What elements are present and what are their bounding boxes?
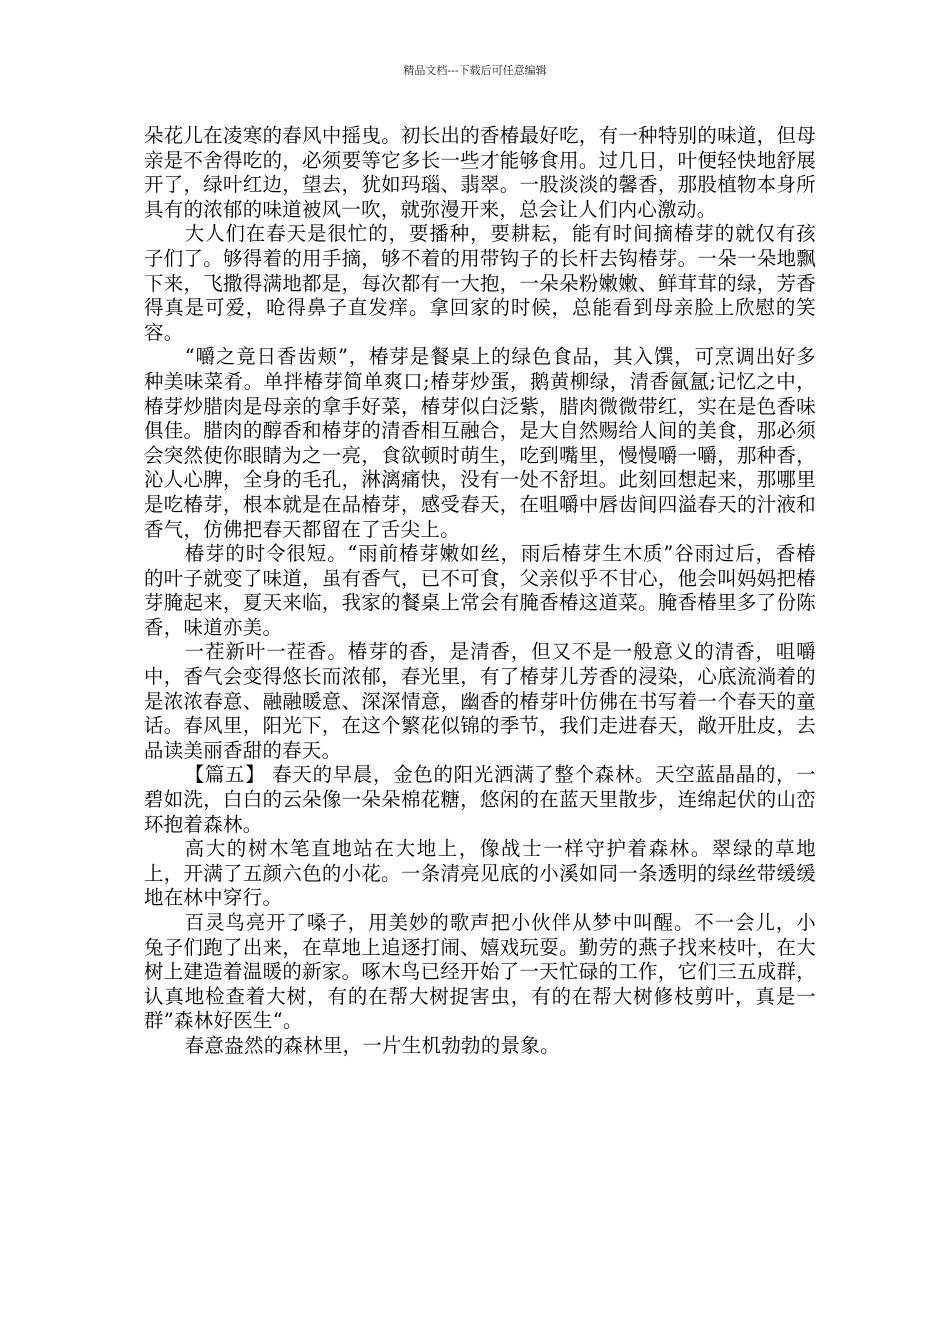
paragraph: 朵花儿在凌寒的春风中摇曳。初长出的香椿最好吃，有一种特别的味道，但母亲是不舍得吃的，必须要等它多长一些才能够食用。过几日，叶便轻快地舒展开了，绿叶红边，望去，犹如玛瑙、翡翠。一股淡淡的馨香，那股植物本身所具有的浓郁的味道被风一吹，就弥漫开来，总会让人们内心激动。	[144, 124, 816, 221]
paragraph: 春意盎然的森林里，一片生机勃勃的景象。	[184, 1033, 560, 1057]
article-body	[144, 124, 816, 1059]
paragraph: 百灵鸟亮开了嗓子，用美妙的歌声把小伙伴从梦中叫醒。不一会儿，小兔子们跑了出来，在草地上追逐打闹、嬉戏玩耍。勤劳的燕子找来枝叶，在大树上建造着温暖的新家。啄木鸟已经开始了一天忙碌的工作，它们三五成群，认真地检查着大树，有的在帮大树捉害虫，有的在帮大树修枝剪叶，真是一群”森林好医生“。	[144, 911, 816, 1033]
paragraph: 高大的树木笔直地站在大地上，像战士一样守护着森林。翠绿的草地上，开满了五颜六色的小花。一条清亮见底的小溪如同一条透明的绿丝带缓缓地在林中穿行。	[144, 837, 816, 910]
paragraph: 【篇五】 春天的早晨，金色的阳光洒满了整个森林。天空蓝晶晶的，一碧如洗，白白的云朵像一朵朵棉花糖，悠闲的在蓝天里散步，连绵起伏的山峦环抱着森林。	[144, 763, 816, 836]
paragraph: 大人们在春天是很忙的，要播种，要耕耘，能有时间摘椿芽的就仅有孩子们了。够得着的用手摘，够不着的用带钩子的长杆去钩椿芽。一朵一朵地飘下来，飞撒得满地都是，每次都有一大抱，一朵朵粉嫩嫩、鲜茸茸的绿，芳香得真是可爱，呛得鼻子直发痒。拿回家的时候，总能看到母亲脸上欣慰的笑容。	[144, 222, 816, 344]
page-header: 精品文档---下载后可任意编辑	[403, 64, 547, 77]
paragraph: 椿芽的时令很短。“雨前椿芽嫩如丝，雨后椿芽生木质”谷雨过后，香椿的叶子就变了味道，虽有香气，已不可食，父亲似乎不甘心，他会叫妈妈把椿芽腌起来，夏天来临，我家的餐桌上常会有腌香椿这道菜。腌香椿里多了份陈香，味道亦美。	[144, 542, 816, 639]
paragraph: “嚼之竟日香齿颊”，椿芽是餐桌上的绿色食品，其入馔，可烹调出好多种美味菜肴。单拌椿芽简单爽口;椿芽炒蛋，鹅黄柳绿，清香氤氲;记忆之中，椿芽炒腊肉是母亲的拿手好菜，椿芽似白泛紫，腊肉微微带红，实在是色香味俱佳。腊肉的醇香和椿芽的清香相互融合，是大自然赐给人间的美食，那必须会突然使你眼睛为之一亮，食欲顿时萌生，吃到嘴里，慢慢嚼一嚼，那种香，沁人心脾，全身的毛孔，淋漓痛快，没有一处不舒坦。此刻回想起来，那哪里是吃椿芽，根本就是在品椿芽，感受春天，在咀嚼中唇齿间四溢春天的汁液和香气，仿佛把春天都留在了舌尖上。	[144, 345, 816, 541]
paragraph: 一茬新叶一茬香。椿芽的香，是清香，但又不是一般意义的清香，咀嚼中，香气会变得悠长而浓郁，春光里，有了椿芽儿芳香的浸染，心底流淌着的是浓浓春意、融融暖意、深深情意，幽香的椿芽叶仿佛在书写着一个春天的童话。春风里，阳光下，在这个繁花似锦的季节，我们走进春天，敞开肚皮，去品读美丽香甜的春天。	[144, 640, 816, 762]
